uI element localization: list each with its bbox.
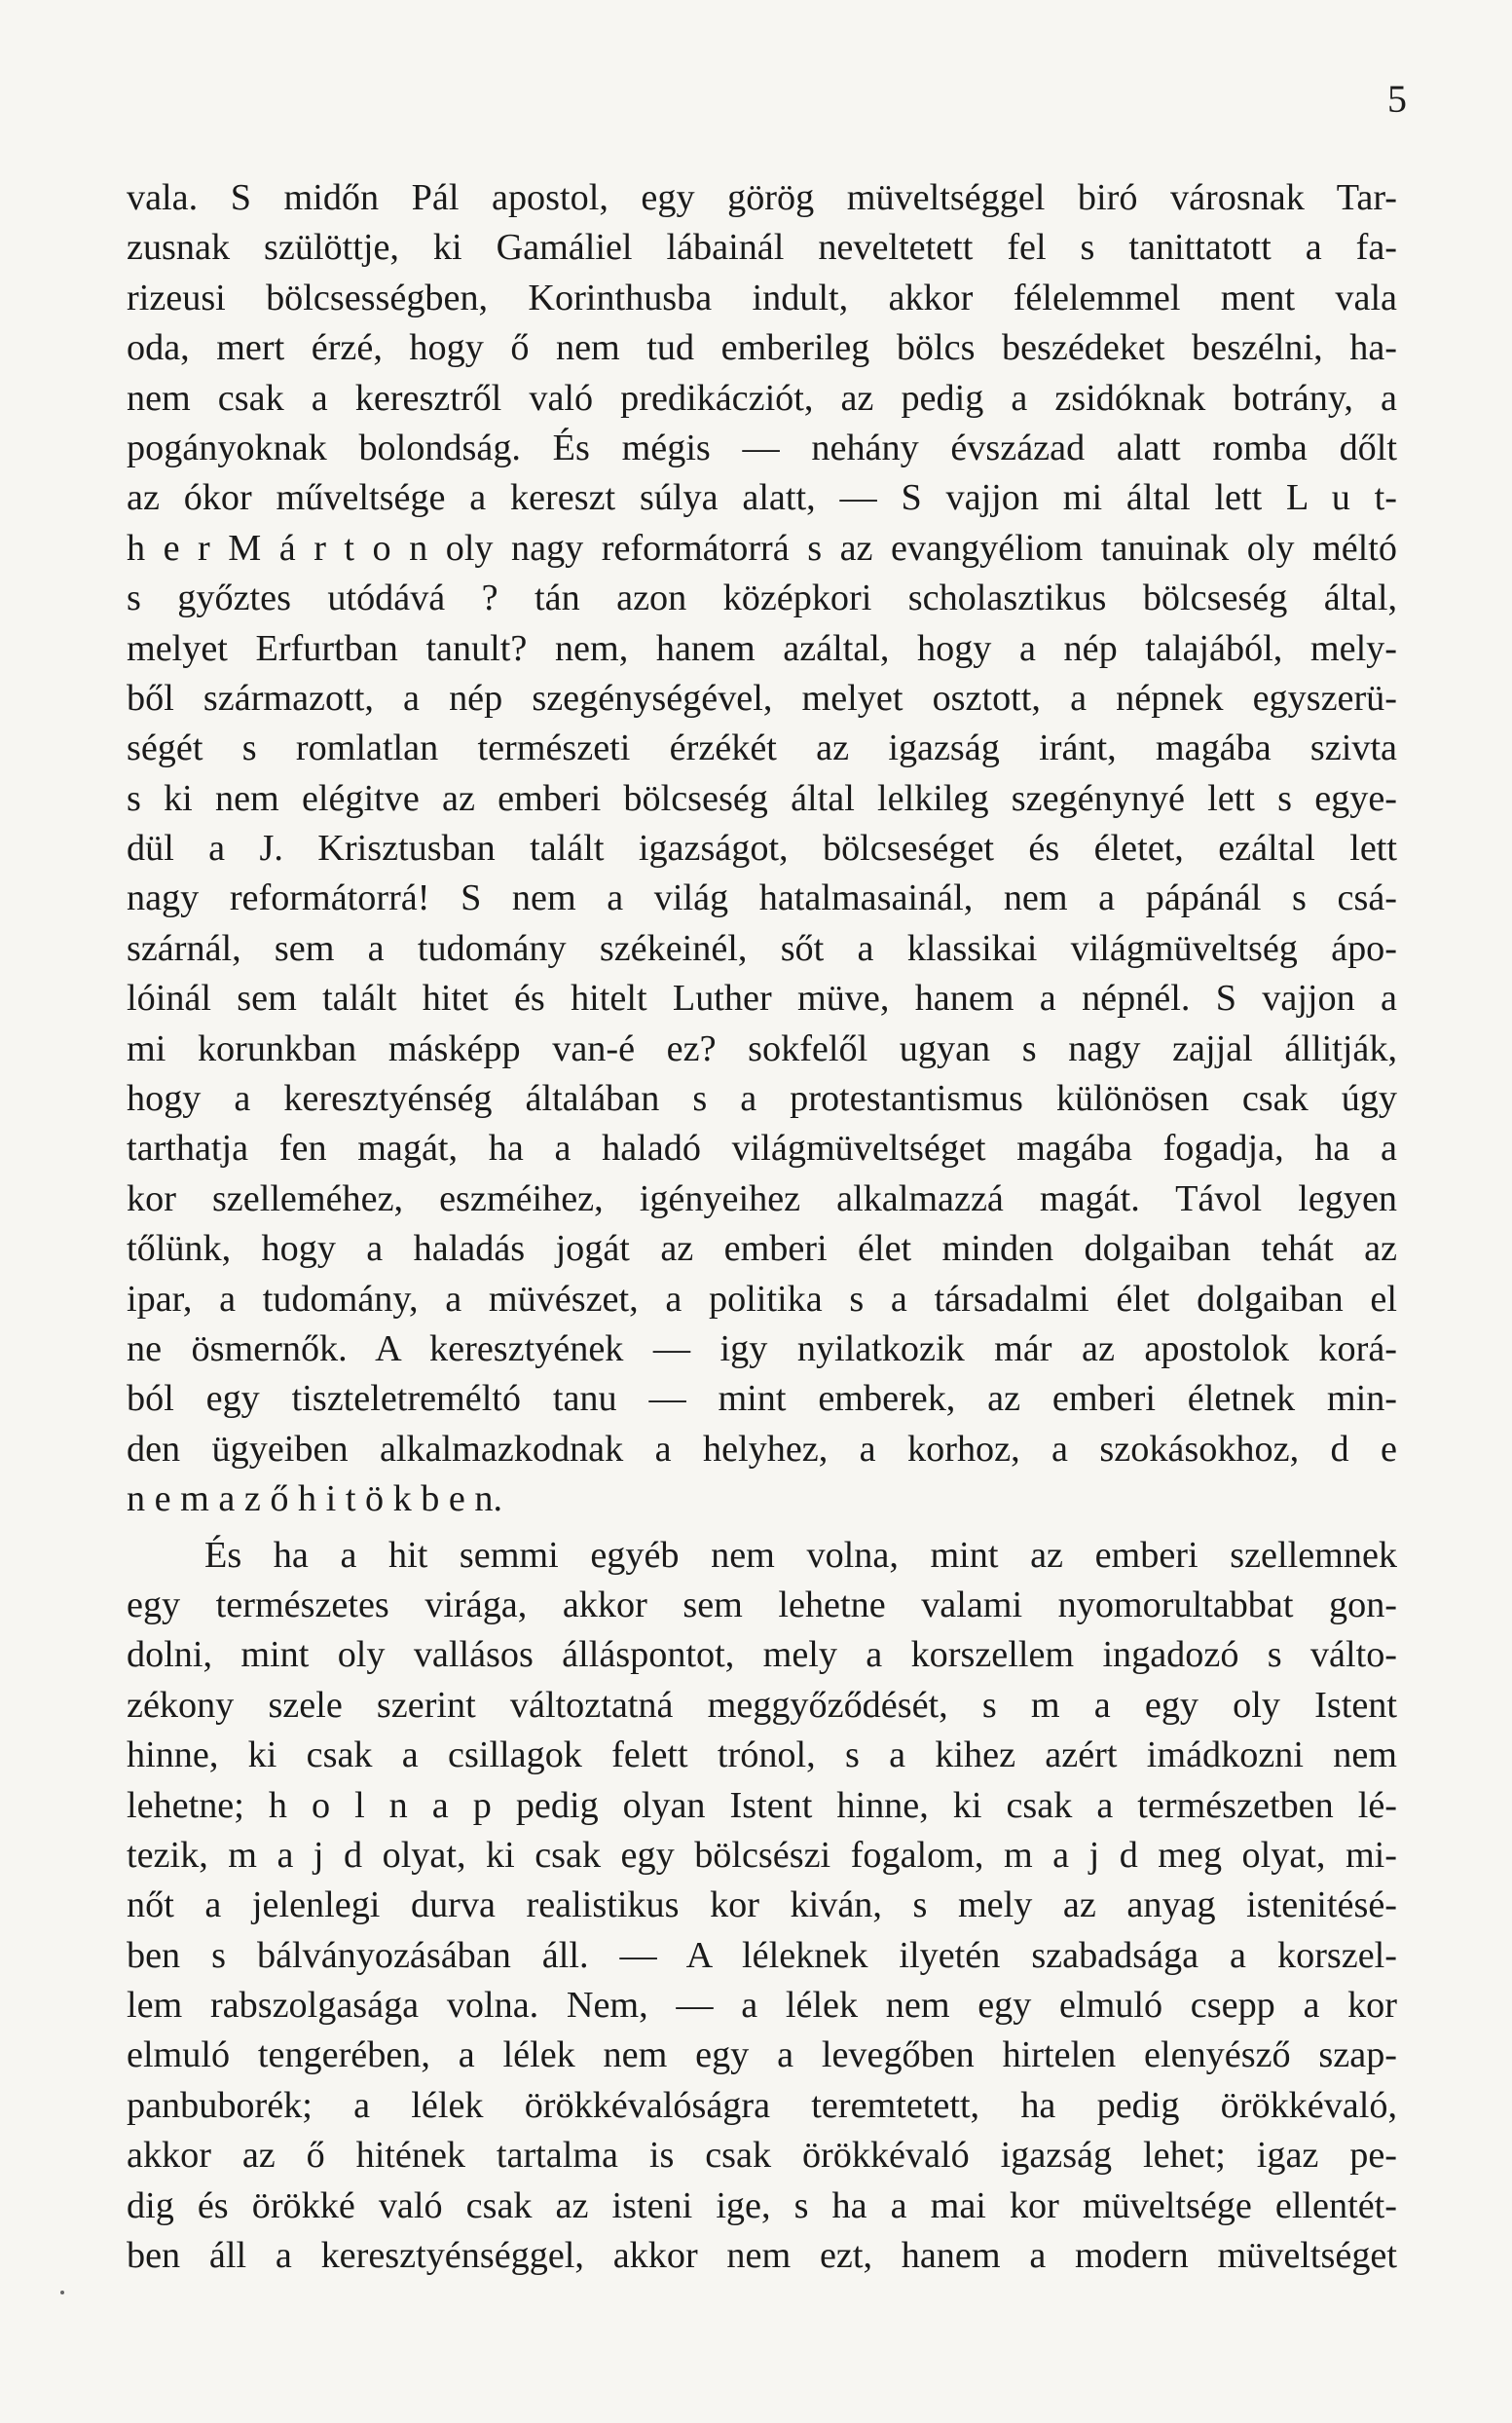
text-line: melyet Erfurtban tanult? nem, hanem azáltal, hogy a nép talajából, mely-: [127, 627, 1397, 669]
text-line: ne ösmernők. A keresztyének — igy nyilatkozik már az apostolok korá-: [127, 1327, 1397, 1369]
text-line: tőlünk, hogy a haladás jogát az emberi élet minden dolgaiban tehát az: [127, 1228, 1397, 1270]
text-line: ben s bálványozásában áll. — A léleknek ilyetén szabadsága a korszel-: [127, 1934, 1397, 1976]
text-line: mi korunkban másképp van-é ez? sokfelől ugyan s nagy zajjal állitják,: [127, 1027, 1397, 1069]
text-line: nőt a jelenlegi durva realistikus kor kiván, s mely az anyag istenitésé-: [127, 1884, 1397, 1926]
text-line: És ha a hit semmi egyéb nem volna, mint az emberi szellemnek: [204, 1534, 1397, 1576]
paragraph-p2: [127, 1531, 1397, 2282]
text-line: nagy reformátorrá! S nem a világ hatalmasainál, nem a pápánál s csá-: [127, 877, 1397, 919]
text-line: tarthatja fen magát, ha a haladó világmüveltséget magába fogadja, ha a: [127, 1128, 1397, 1170]
text-line: h e r M á r t o n oly nagy reformátorrá s az evangyéliom tanuinak oly méltó: [127, 527, 1397, 569]
page-number: 5: [1387, 77, 1407, 121]
text-line: tezik, m a j d olyat, ki csak egy bölcsészi fogalom, m a j d meg olyat, mi-: [127, 1834, 1397, 1876]
text-line: egy természetes virága, akkor sem lehetne valami nyomorultabbat gon-: [127, 1584, 1397, 1625]
text-line: akkor az ő hitének tartalma is csak örökkévaló igazság lehet; igaz pe-: [127, 2135, 1397, 2177]
text-line: hogy a keresztyénség általában s a protestantismus különösen csak úgy: [127, 1078, 1397, 1120]
text-line: ből származott, a nép szegénységével, melyet osztott, a népnek egyszerü-: [127, 677, 1397, 719]
text-line: rizeusi bölcsességben, Korinthusba indult, akkor félelemmel ment vala: [127, 277, 1397, 318]
text-line: ségét s romlatlan természeti érzékét az igazság iránt, magába szivta: [127, 727, 1397, 769]
text-line: hinne, ki csak a csillagok felett trónol, s a kihez azért imádkozni nem: [127, 1734, 1397, 1776]
text-line: zusnak szülöttje, ki Gamáliel lábainál neveltetett fel s tanittatott a fa-: [127, 227, 1397, 269]
text-line: vala. S midőn Pál apostol, egy görög müveltséggel biró városnak Tar-: [127, 177, 1397, 218]
text-line: lem rabszolgasága volna. Nem, — a lélek nem egy elmuló csepp a kor: [127, 1985, 1397, 2027]
text-line: s ki nem elégitve az emberi bölcseség által lelkileg szegénynyé lett s egye-: [127, 777, 1397, 819]
paragraph-p1: [127, 173, 1397, 1525]
text-line: zékony szele szerint változtatná meggyőződését, s m a egy oly Istent: [127, 1684, 1397, 1726]
text-line: elmuló tengerében, a lélek nem egy a levegőben hirtelen elenyésző szap-: [127, 2034, 1397, 2076]
text-line: ipar, a tudomány, a müvészet, a politika s a társadalmi élet dolgaiban el: [127, 1278, 1397, 1320]
text-line: n e m a z ő h i t ö k b e n.: [127, 1478, 503, 1520]
text-line: dolni, mint oly vallásos álláspontot, mely a korszellem ingadozó s válto-: [127, 1634, 1397, 1676]
text-line: kor szelleméhez, eszméihez, igényeihez alkalmazzá magát. Távol legyen: [127, 1177, 1397, 1219]
text-line: az ókor műveltsége a kereszt súlya alatt, — S vajjon mi által lett L u t-: [127, 477, 1397, 519]
text-line: ból egy tiszteletreméltó tanu — mint emberek, az emberi életnek min-: [127, 1378, 1397, 1420]
text-line: lehetne; h o l n a p pedig olyan Istent hinne, ki csak a természetben lé-: [127, 1784, 1397, 1826]
text-line: s győztes utódává ? tán azon középkori scholasztikus bölcseség által,: [127, 578, 1397, 619]
text-line: panbuborék; a lélek örökkévalóságra teremtetett, ha pedig örökkévaló,: [127, 2084, 1397, 2126]
text-line: dül a J. Krisztusban talált igazságot, bölcseséget és életet, ezáltal lett: [127, 828, 1397, 870]
print-speck: [60, 2291, 64, 2294]
text-line: lóinál sem talált hitet és hitelt Luther müve, hanem a népnél. S vajjon a: [127, 978, 1397, 1020]
text-line: den ügyeiben alkalmazkodnak a helyhez, a korhoz, a szokásokhoz, d e: [127, 1428, 1397, 1470]
text-line: ben áll a keresztyénséggel, akkor nem ezt, hanem a modern müveltséget: [127, 2235, 1397, 2277]
text-line: szárnál, sem a tudomány székeinél, sőt a klassikai világmüveltség ápo-: [127, 927, 1397, 969]
text-line: oda, mert érzé, hogy ő nem tud emberileg bölcs beszédeket beszélni, ha-: [127, 327, 1397, 369]
text-line: pogányoknak bolondság. És mégis — nehány évszázad alatt romba dőlt: [127, 427, 1397, 468]
body-text: [127, 173, 1397, 2281]
text-line: nem csak a keresztről való predikácziót, az pedig a zsidóknak botrány, a: [127, 377, 1397, 419]
text-line: dig és örökké való csak az isteni ige, s ha a mai kor müveltsége ellentét-: [127, 2184, 1397, 2226]
